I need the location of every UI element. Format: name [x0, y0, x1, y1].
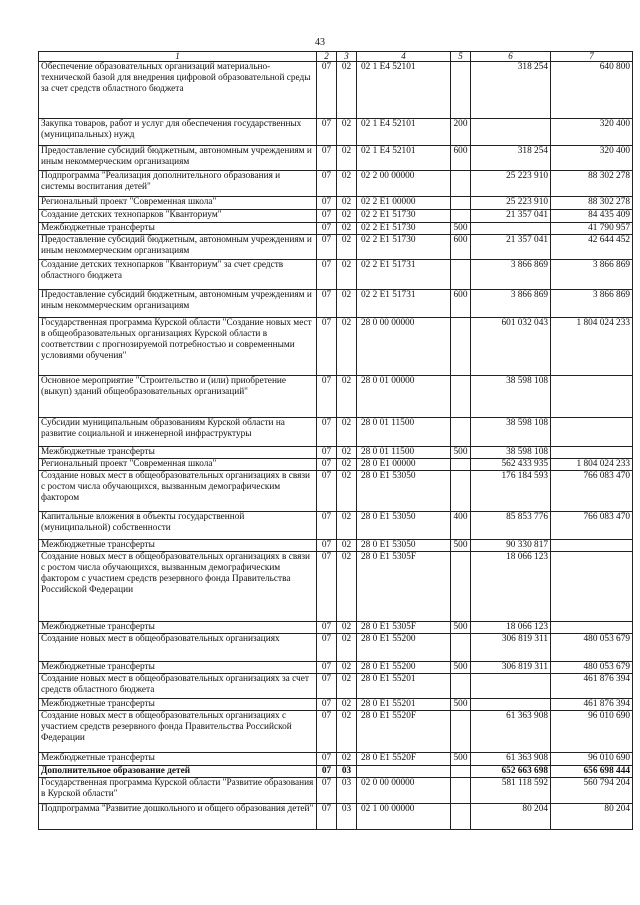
expense-type-code	[451, 711, 471, 753]
subsection-code: 02	[337, 471, 357, 512]
amount-year-2: 41 790 957	[551, 223, 633, 235]
amount-year-1: 18 066 123	[471, 552, 551, 622]
subsection-code: 02	[337, 699, 357, 711]
section-code: 07	[317, 622, 337, 634]
table-row	[39, 711, 633, 753]
expense-type-code: 500	[451, 540, 471, 552]
table-row	[39, 662, 633, 674]
item-name: Межбюджетные трансферты	[39, 223, 317, 235]
header-cell-1: 1	[39, 52, 317, 62]
amount-year-1: 85 853 776	[471, 512, 551, 540]
table-row	[39, 290, 633, 318]
item-name: Создание детских технопарков "Кванториум"	[39, 210, 317, 223]
target-article-code: 02 2 E1 51730	[357, 235, 451, 260]
amount-year-1: 38 598 108	[471, 447, 551, 459]
table-row	[39, 540, 633, 552]
target-article-code: 28 0 01 11500	[357, 447, 451, 459]
target-article-code: 02 2 E1 51731	[357, 290, 451, 318]
item-name: Межбюджетные трансферты	[39, 662, 317, 674]
item-name: Создание новых мест в общеобразовательных организациях	[39, 634, 317, 662]
subsection-code: 02	[337, 622, 357, 634]
amount-year-1: 652 663 698	[471, 766, 551, 778]
amount-year-1: 90 330 817	[471, 540, 551, 552]
target-article-code: 02 2 E1 51731	[357, 260, 451, 290]
target-article-code: 28 0 E1 00000	[357, 459, 451, 471]
target-article-code: 02 1 E4 52101	[357, 146, 451, 171]
amount-year-1: 3 866 869	[471, 290, 551, 318]
target-article-code	[357, 766, 451, 778]
subsection-code: 02	[337, 634, 357, 662]
expense-type-code: 500	[451, 223, 471, 235]
page-number: 43	[315, 37, 325, 48]
expense-type-code: 500	[451, 699, 471, 711]
table-row	[39, 260, 633, 290]
amount-year-1: 176 184 593	[471, 471, 551, 512]
item-name: Создание детских технопарков "Кванториум" за счет средств областного бюджета	[39, 260, 317, 290]
amount-year-1	[471, 223, 551, 235]
amount-year-1: 38 598 108	[471, 376, 551, 418]
amount-year-1: 306 819 311	[471, 662, 551, 674]
amount-year-2	[551, 540, 633, 552]
target-article-code: 28 0 E1 55201	[357, 699, 451, 711]
table-row	[39, 376, 633, 418]
amount-year-2: 461 876 394	[551, 674, 633, 699]
table-row	[39, 318, 633, 376]
table-row	[39, 622, 633, 634]
item-name: Межбюджетные трансферты	[39, 699, 317, 711]
table-row	[39, 471, 633, 512]
section-code: 07	[317, 471, 337, 512]
amount-year-1: 25 223 910	[471, 171, 551, 197]
expense-type-code: 600	[451, 146, 471, 171]
table-row	[39, 146, 633, 171]
target-article-code: 28 0 E1 5520F	[357, 753, 451, 766]
target-article-code: 28 0 01 11500	[357, 418, 451, 447]
amount-year-2: 42 644 452	[551, 235, 633, 260]
table-row	[39, 119, 633, 146]
item-name: Основное мероприятие "Строительство и (или) приобретение (выкуп) зданий общеобразовательных организаций"	[39, 376, 317, 418]
section-code: 07	[317, 662, 337, 674]
table-row	[39, 552, 633, 622]
amount-year-1: 25 223 910	[471, 197, 551, 210]
item-name: Межбюджетные трансферты	[39, 540, 317, 552]
subsection-code: 03	[337, 804, 357, 830]
section-code: 07	[317, 318, 337, 376]
table-row	[39, 634, 633, 662]
amount-year-1: 80 204	[471, 804, 551, 830]
expense-type-code	[451, 766, 471, 778]
amount-year-1: 562 433 935	[471, 459, 551, 471]
item-name: Межбюджетные трансферты	[39, 447, 317, 459]
section-code: 07	[317, 119, 337, 146]
expense-type-code	[451, 62, 471, 119]
header-cell-4: 4	[357, 52, 451, 62]
amount-year-2: 480 053 679	[551, 662, 633, 674]
expense-type-code: 400	[451, 512, 471, 540]
subsection-code: 03	[337, 778, 357, 804]
section-code: 07	[317, 778, 337, 804]
amount-year-2: 320 400	[551, 119, 633, 146]
item-name: Подпрограмма "Развитие дошкольного и общего образования детей"	[39, 804, 317, 830]
subsection-code: 02	[337, 552, 357, 622]
amount-year-1: 38 598 108	[471, 418, 551, 447]
item-name: Предоставление субсидий бюджетным, автономным учреждениям и иным некоммерческим организациям	[39, 290, 317, 318]
expense-type-code	[451, 634, 471, 662]
expense-type-code: 500	[451, 662, 471, 674]
table-row	[39, 210, 633, 223]
amount-year-1: 21 357 041	[471, 210, 551, 223]
section-code: 07	[317, 804, 337, 830]
subsection-code: 02	[337, 512, 357, 540]
expense-type-code: 200	[451, 119, 471, 146]
expense-type-code: 600	[451, 235, 471, 260]
header-row	[39, 52, 633, 62]
expense-type-code: 500	[451, 622, 471, 634]
item-name: Создание новых мест в общеобразовательных организациях в связи с ростом числа обучающихся, вызванным демографическим фактором с участием средств резервного фонда Правительства Российской Федерации	[39, 552, 317, 622]
item-name: Региональный проект "Современная школа"	[39, 459, 317, 471]
subsection-code: 02	[337, 318, 357, 376]
expense-type-code: 600	[451, 290, 471, 318]
table-row	[39, 447, 633, 459]
amount-year-2: 84 435 409	[551, 210, 633, 223]
expense-type-code	[451, 674, 471, 699]
subsection-code: 02	[337, 753, 357, 766]
item-name: Создание новых мест в общеобразовательных организациях за счет средств областного бюджета	[39, 674, 317, 699]
expense-type-code	[451, 459, 471, 471]
subsection-code: 03	[337, 766, 357, 778]
target-article-code: 02 2 E1 51730	[357, 223, 451, 235]
amount-year-1: 601 032 043	[471, 318, 551, 376]
item-name: Создание новых мест в общеобразовательных организациях в связи с ростом числа обучающихся, вызванным демографическим фактором	[39, 471, 317, 512]
amount-year-1: 581 118 592	[471, 778, 551, 804]
target-article-code: 28 0 E1 55200	[357, 634, 451, 662]
target-article-code: 02 1 E4 52101	[357, 119, 451, 146]
target-article-code: 28 0 E1 5520F	[357, 711, 451, 753]
section-code: 07	[317, 197, 337, 210]
target-article-code: 02 2 00 00000	[357, 171, 451, 197]
table-row	[39, 171, 633, 197]
table-row	[39, 235, 633, 260]
subsection-code: 02	[337, 662, 357, 674]
subsection-code: 02	[337, 62, 357, 119]
section-code: 07	[317, 753, 337, 766]
amount-year-1	[471, 119, 551, 146]
amount-year-2	[551, 418, 633, 447]
header-cell-2: 2	[317, 52, 337, 62]
section-code: 07	[317, 171, 337, 197]
amount-year-2: 461 876 394	[551, 699, 633, 711]
table-row	[39, 512, 633, 540]
subsection-code: 02	[337, 290, 357, 318]
amount-year-2: 640 800	[551, 62, 633, 119]
expense-type-code: 500	[451, 447, 471, 459]
item-name: Субсидии муниципальным образованиям Курской области на развитие социальной и инженерной инфраструктуры	[39, 418, 317, 447]
amount-year-2: 88 302 278	[551, 171, 633, 197]
subsection-code: 02	[337, 674, 357, 699]
target-article-code: 02 0 00 00000	[357, 778, 451, 804]
expense-type-code	[451, 260, 471, 290]
table-row	[39, 699, 633, 711]
section-code: 07	[317, 512, 337, 540]
section-code: 07	[317, 766, 337, 778]
expense-type-code	[451, 552, 471, 622]
table-row	[39, 197, 633, 210]
subsection-code: 02	[337, 223, 357, 235]
subsection-code: 02	[337, 119, 357, 146]
item-name: Дополнительное образование детей	[39, 766, 317, 778]
amount-year-2	[551, 376, 633, 418]
amount-year-1	[471, 699, 551, 711]
table-row	[39, 766, 633, 778]
item-name: Предоставление субсидий бюджетным, автономным учреждениям и иным некоммерческим организациям	[39, 235, 317, 260]
table-row	[39, 223, 633, 235]
amount-year-1: 3 866 869	[471, 260, 551, 290]
subsection-code: 02	[337, 711, 357, 753]
section-code: 07	[317, 459, 337, 471]
amount-year-2: 1 804 024 233	[551, 318, 633, 376]
table-row	[39, 804, 633, 830]
target-article-code: 28 0 00 00000	[357, 318, 451, 376]
table-row	[39, 753, 633, 766]
amount-year-2: 1 804 024 233	[551, 459, 633, 471]
section-code: 07	[317, 376, 337, 418]
section-code: 07	[317, 235, 337, 260]
item-name: Региональный проект "Современная школа"	[39, 197, 317, 210]
expense-type-code	[451, 471, 471, 512]
subsection-code: 02	[337, 376, 357, 418]
item-name: Закупка товаров, работ и услуг для обеспечения государственных (муниципальных) нужд	[39, 119, 317, 146]
expense-type-code	[451, 210, 471, 223]
target-article-code: 28 0 E1 53050	[357, 512, 451, 540]
section-code: 07	[317, 552, 337, 622]
table-row	[39, 674, 633, 699]
amount-year-2: 96 010 690	[551, 753, 633, 766]
amount-year-2: 3 866 869	[551, 290, 633, 318]
amount-year-1: 21 357 041	[471, 235, 551, 260]
amount-year-2: 80 204	[551, 804, 633, 830]
expense-type-code: 500	[451, 753, 471, 766]
section-code: 07	[317, 260, 337, 290]
table-row	[39, 459, 633, 471]
section-code: 07	[317, 711, 337, 753]
table-row	[39, 778, 633, 804]
expense-type-code	[451, 171, 471, 197]
header-cell-7: 7	[551, 52, 633, 62]
amount-year-1: 318 254	[471, 146, 551, 171]
section-code: 07	[317, 146, 337, 171]
section-code: 07	[317, 62, 337, 119]
table-row	[39, 418, 633, 447]
subsection-code: 02	[337, 146, 357, 171]
section-code: 07	[317, 290, 337, 318]
target-article-code: 28 0 E1 53050	[357, 540, 451, 552]
item-name: Обеспечение образовательных организаций материально-технической базой для внедрения цифровой образовательной среды за счет средств областного бюджета	[39, 62, 317, 119]
target-article-code: 28 0 E1 53050	[357, 471, 451, 512]
table-row	[39, 62, 633, 119]
expense-type-code	[451, 318, 471, 376]
amount-year-2: 766 083 470	[551, 512, 633, 540]
amount-year-2	[551, 447, 633, 459]
subsection-code: 02	[337, 260, 357, 290]
target-article-code: 28 0 E1 55200	[357, 662, 451, 674]
target-article-code: 28 0 E1 5305F	[357, 552, 451, 622]
subsection-code: 02	[337, 459, 357, 471]
target-article-code: 02 2 E1 00000	[357, 197, 451, 210]
section-code: 07	[317, 447, 337, 459]
amount-year-2: 96 010 690	[551, 711, 633, 753]
section-code: 07	[317, 634, 337, 662]
section-code: 07	[317, 210, 337, 223]
target-article-code: 28 0 E1 5305F	[357, 622, 451, 634]
item-name: Межбюджетные трансферты	[39, 753, 317, 766]
amount-year-1: 318 254	[471, 62, 551, 119]
section-code: 07	[317, 223, 337, 235]
amount-year-1	[471, 674, 551, 699]
header-cell-3: 3	[337, 52, 357, 62]
item-name: Предоставление субсидий бюджетным, автономным учреждениям и иным некоммерческим организациям	[39, 146, 317, 171]
item-name: Капитальные вложения в объекты государственной (муниципальной) собственности	[39, 512, 317, 540]
subsection-code: 02	[337, 197, 357, 210]
budget-table	[38, 51, 633, 830]
section-code: 07	[317, 674, 337, 699]
expense-type-code	[451, 197, 471, 210]
item-name: Государственная программа Курской области "Развитие образования в Курской области"	[39, 778, 317, 804]
item-name: Государственная программа Курской области "Создание новых мест в общеобразовательных организациях Курской области в соответствии с прогнозируемой потребностью и современными условиями обучения"	[39, 318, 317, 376]
subsection-code: 02	[337, 171, 357, 197]
subsection-code: 02	[337, 447, 357, 459]
amount-year-2: 320 400	[551, 146, 633, 171]
subsection-code: 02	[337, 210, 357, 223]
item-name: Межбюджетные трансферты	[39, 622, 317, 634]
amount-year-2: 656 698 444	[551, 766, 633, 778]
expense-type-code	[451, 418, 471, 447]
amount-year-1: 306 819 311	[471, 634, 551, 662]
target-article-code: 02 1 00 00000	[357, 804, 451, 830]
amount-year-1: 61 363 908	[471, 711, 551, 753]
header-cell-6: 6	[471, 52, 551, 62]
subsection-code: 02	[337, 235, 357, 260]
amount-year-1: 18 066 123	[471, 622, 551, 634]
amount-year-2	[551, 622, 633, 634]
expense-type-code	[451, 804, 471, 830]
amount-year-2: 766 083 470	[551, 471, 633, 512]
expense-type-code	[451, 778, 471, 804]
section-code: 07	[317, 540, 337, 552]
amount-year-2: 480 053 679	[551, 634, 633, 662]
item-name: Подпрограмма "Реализация дополнительного образования и системы воспитания детей"	[39, 171, 317, 197]
amount-year-2: 88 302 278	[551, 197, 633, 210]
section-code: 07	[317, 418, 337, 447]
section-code: 07	[317, 699, 337, 711]
target-article-code: 28 0 01 00000	[357, 376, 451, 418]
subsection-code: 02	[337, 418, 357, 447]
target-article-code: 02 1 E4 52101	[357, 62, 451, 119]
amount-year-2: 3 866 869	[551, 260, 633, 290]
amount-year-2: 560 794 204	[551, 778, 633, 804]
amount-year-1: 61 363 908	[471, 753, 551, 766]
amount-year-2	[551, 552, 633, 622]
target-article-code: 28 0 E1 55201	[357, 674, 451, 699]
target-article-code: 02 2 E1 51730	[357, 210, 451, 223]
subsection-code: 02	[337, 540, 357, 552]
expense-type-code	[451, 376, 471, 418]
header-cell-5: 5	[451, 52, 471, 62]
item-name: Создание новых мест в общеобразовательных организациях с участием средств резервного фонда Правительства Российской Федерации	[39, 711, 317, 753]
